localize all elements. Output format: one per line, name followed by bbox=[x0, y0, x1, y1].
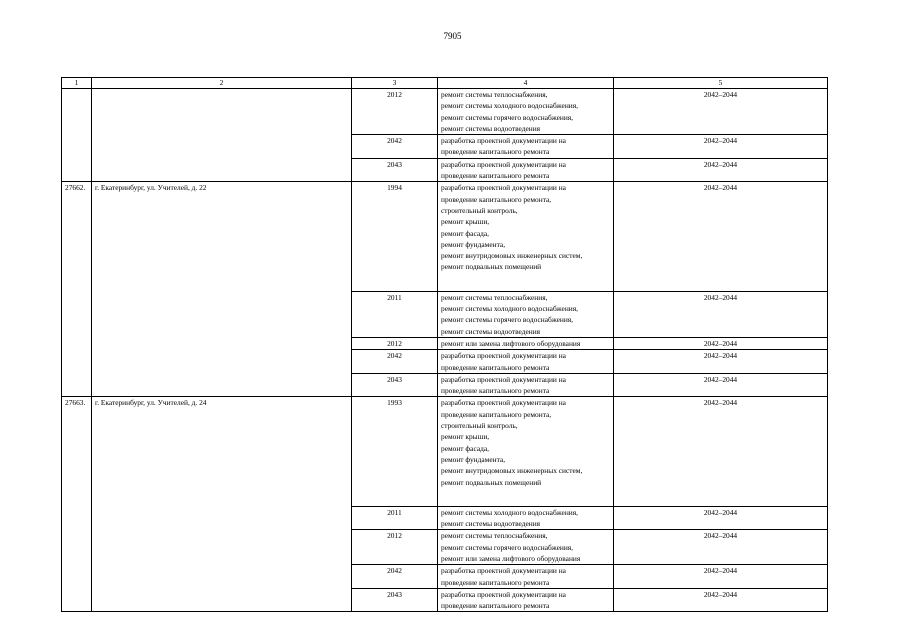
work-item: ремонт системы теплоснабжения, bbox=[441, 292, 548, 302]
year-cell: 2042 bbox=[352, 350, 438, 374]
work-item: ремонт системы холодного водоснабжения, bbox=[441, 507, 578, 517]
address-cell: г. Екатеринбург, ул. Учителей, д. 22 bbox=[92, 182, 352, 397]
period-cell: 2042–2044 bbox=[614, 337, 828, 349]
period-cell: 2042–2044 bbox=[614, 350, 828, 374]
year-cell: 2012 bbox=[352, 530, 438, 565]
year-cell: 2043 bbox=[352, 373, 438, 397]
work-item: проведение капитального ремонта, bbox=[441, 409, 552, 419]
house-number-cell: 27663. bbox=[62, 397, 92, 612]
year-cell: 2012 bbox=[352, 337, 438, 349]
year-cell: 2012 bbox=[352, 89, 438, 135]
work-item: ремонт подвальных помещений bbox=[441, 262, 542, 272]
header-row bbox=[62, 78, 828, 89]
work-item: проведение капитального ремонта bbox=[441, 171, 550, 181]
work-item: ремонт системы холодного водоснабжения, bbox=[441, 101, 578, 111]
works-cell bbox=[438, 158, 614, 182]
works-cell bbox=[438, 506, 614, 530]
works-cell bbox=[438, 588, 614, 612]
work-item: ремонт фасада, bbox=[441, 443, 489, 453]
year-cell: 2043 bbox=[352, 158, 438, 182]
year-cell: 1993 bbox=[352, 397, 438, 506]
year-cell: 1994 bbox=[352, 182, 438, 291]
address-cell bbox=[92, 89, 352, 182]
period-cell: 2042–2044 bbox=[614, 182, 828, 291]
works-cell bbox=[438, 397, 614, 506]
works-cell bbox=[438, 373, 614, 397]
column-header: 2 bbox=[92, 78, 352, 89]
works-cell bbox=[438, 337, 614, 349]
work-item: разработка проектной документации на bbox=[441, 136, 566, 146]
period-cell: 2042–2044 bbox=[614, 158, 828, 182]
work-item: разработка проектной документации на bbox=[441, 159, 566, 169]
works-cell bbox=[438, 135, 614, 159]
work-item: ремонт крыши, bbox=[441, 432, 490, 442]
period-cell: 2042–2044 bbox=[614, 135, 828, 159]
column-header: 5 bbox=[614, 78, 828, 89]
table-row bbox=[62, 182, 828, 291]
works-cell bbox=[438, 182, 614, 291]
column-header: 3 bbox=[352, 78, 438, 89]
year-cell: 2011 bbox=[352, 291, 438, 337]
work-item: проведение капитального ремонта, bbox=[441, 194, 552, 204]
work-item: ремонт подвальных помещений bbox=[441, 477, 542, 487]
work-item: разработка проектной документации на bbox=[441, 374, 566, 384]
work-item: проведение капитального ремонта bbox=[441, 577, 550, 587]
work-item: разработка проектной документации на bbox=[441, 398, 566, 408]
house-number-cell: 27662. bbox=[62, 182, 92, 397]
period-cell: 2042–2044 bbox=[614, 565, 828, 589]
work-item: ремонт внутридомовых инженерных систем, bbox=[441, 466, 583, 476]
work-item: проведение капитального ремонта bbox=[441, 601, 550, 611]
work-item: проведение капитального ремонта bbox=[441, 386, 550, 396]
work-item: ремонт системы водоотведения bbox=[441, 519, 541, 529]
work-item: ремонт системы горячего водоснабжения, bbox=[441, 112, 574, 122]
work-item: разработка проектной документации на bbox=[441, 566, 566, 576]
work-item: ремонт или замена лифтового оборудования bbox=[441, 553, 581, 563]
work-item: ремонт системы холодного водоснабжения, bbox=[441, 304, 578, 314]
work-item: ремонт фундамента, bbox=[441, 454, 506, 464]
work-item: ремонт или замена лифтового оборудования bbox=[441, 338, 581, 348]
period-cell: 2042–2044 bbox=[614, 373, 828, 397]
work-item: строительный контроль, bbox=[441, 205, 518, 215]
table-row bbox=[62, 397, 828, 506]
works-cell bbox=[438, 530, 614, 565]
year-cell: 2042 bbox=[352, 135, 438, 159]
page-number: 7905 bbox=[443, 31, 462, 41]
work-item: разработка проектной документации на bbox=[441, 351, 566, 361]
year-cell: 2043 bbox=[352, 588, 438, 612]
repair-schedule-table bbox=[61, 77, 828, 612]
period-cell: 2042–2044 bbox=[614, 89, 828, 135]
work-item: проведение капитального ремонта bbox=[441, 147, 550, 157]
period-cell: 2042–2044 bbox=[614, 291, 828, 337]
works-cell bbox=[438, 565, 614, 589]
table-row bbox=[62, 89, 828, 135]
work-item: ремонт системы теплоснабжения, bbox=[441, 90, 548, 99]
work-item: разработка проектной документации на bbox=[441, 183, 566, 193]
period-cell: 2042–2044 bbox=[614, 397, 828, 506]
work-item: ремонт фасада, bbox=[441, 228, 489, 238]
period-cell: 2042–2044 bbox=[614, 530, 828, 565]
table-body bbox=[62, 89, 828, 612]
work-item: ремонт внутридомовых инженерных систем, bbox=[441, 251, 583, 261]
work-item: строительный контроль, bbox=[441, 421, 518, 431]
year-cell: 2042 bbox=[352, 565, 438, 589]
period-cell: 2042–2044 bbox=[614, 588, 828, 612]
work-item: ремонт системы водоотведения bbox=[441, 326, 541, 336]
work-item: ремонт фундамента, bbox=[441, 239, 506, 249]
work-item: ремонт системы горячего водоснабжения, bbox=[441, 542, 574, 552]
address-cell: г. Екатеринбург, ул. Учителей, д. 24 bbox=[92, 397, 352, 612]
column-header: 4 bbox=[438, 78, 614, 89]
column-header: 1 bbox=[62, 78, 92, 89]
work-item: ремонт крыши, bbox=[441, 217, 490, 227]
work-item: ремонт системы водоотведения bbox=[441, 123, 541, 133]
work-item: ремонт системы теплоснабжения, bbox=[441, 531, 548, 541]
work-item: проведение капитального ремонта bbox=[441, 362, 550, 372]
year-cell: 2011 bbox=[352, 506, 438, 530]
period-cell: 2042–2044 bbox=[614, 506, 828, 530]
work-item: ремонт системы горячего водоснабжения, bbox=[441, 315, 574, 325]
work-item: разработка проектной документации на bbox=[441, 589, 566, 599]
works-cell bbox=[438, 350, 614, 374]
house-number-cell bbox=[62, 89, 92, 182]
works-cell bbox=[438, 291, 614, 337]
works-cell bbox=[438, 89, 614, 135]
